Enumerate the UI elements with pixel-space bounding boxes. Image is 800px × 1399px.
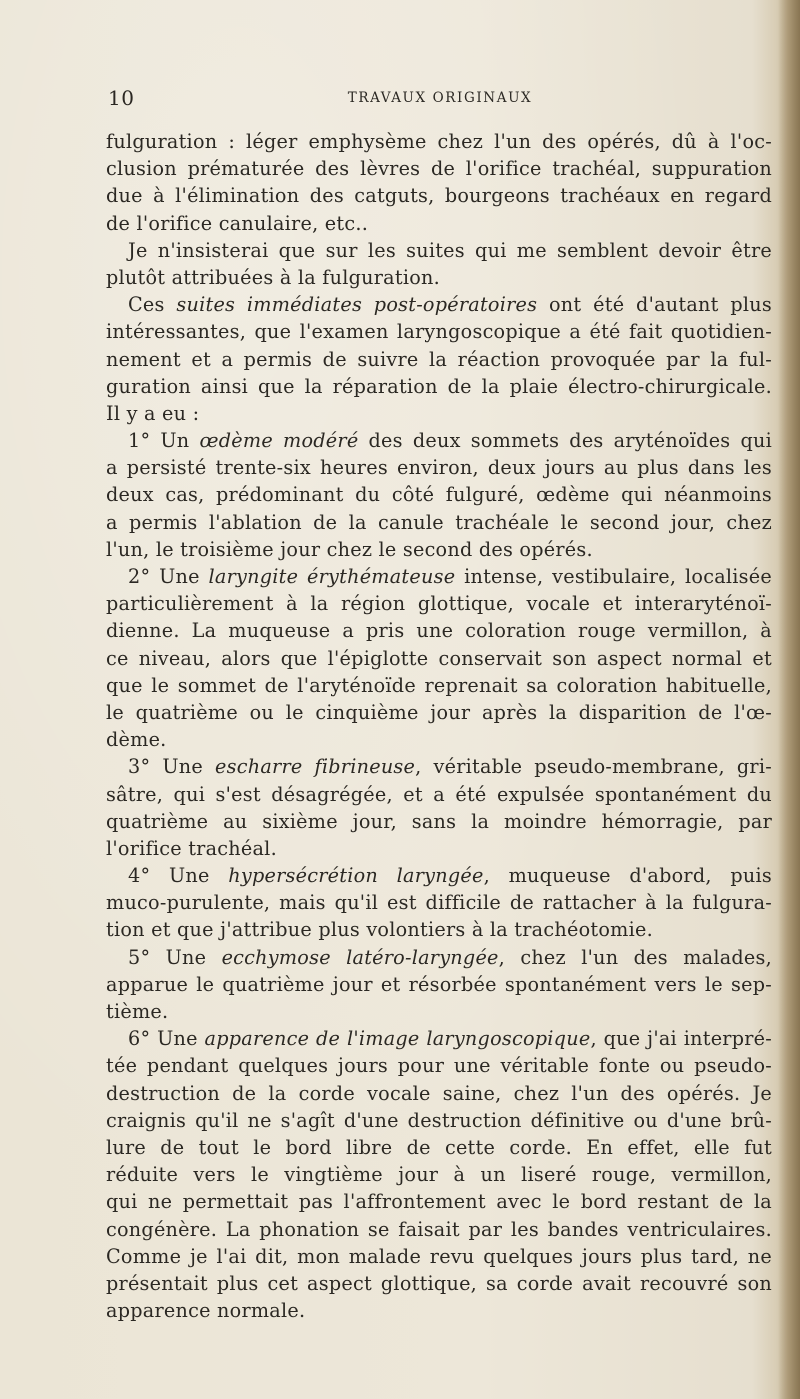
text-run: 2° Une — [128, 565, 209, 588]
text-line: apparue le quatrième jour et résorbée spontanément vers le sep- — [106, 972, 772, 996]
page-header — [108, 86, 772, 116]
text-line — [106, 291, 772, 318]
text-line: Comme je l'ai dit, mon malade revu quelques jours plus tard, ne — [106, 1244, 772, 1268]
text-line: apparence normale. — [106, 1299, 306, 1323]
text-line: ce niveau, alors que l'épiglotte conservait son aspect normal et — [106, 646, 772, 670]
text-run: 1° Un — [128, 429, 200, 453]
text-run: ont été d'autant plus — [537, 293, 772, 317]
text-line — [106, 1025, 772, 1052]
italic-term: laryngite érythémateuse — [208, 565, 456, 588]
text-line: fulguration : léger emphysème chez l'un des opérés, dû à l'oc- — [106, 130, 772, 153]
text-line: tième. — [106, 1000, 169, 1023]
text-line: tion et que j'attribue plus volontiers à la trachéotomie. — [106, 918, 653, 942]
text-line — [106, 944, 772, 971]
text-line: l'orifice trachéal. — [106, 836, 277, 860]
text-run: 4° Une — [128, 864, 229, 888]
text-line: due à l'élimination des catguts, bourgeons trachéaux en regard — [106, 184, 772, 208]
text-line: le quatrième ou le cinquième jour après la disparition de l'œ- — [106, 700, 772, 724]
italic-term: apparence de l'image laryngoscopique — [204, 1027, 591, 1051]
text-line: guration ainsi que la réparation de la plaie électro-chirurgicale. — [106, 374, 772, 398]
text-line: quatrième au sixième jour, sans la moindre hémorragie, par — [106, 809, 772, 833]
text-line: intéressantes, que l'examen laryngoscopique a été fait quotidien- — [106, 320, 772, 344]
text-line — [106, 563, 772, 590]
text-line — [106, 427, 772, 454]
text-line: destruction de la corde vocale saine, chez l'un des opérés. Je — [106, 1081, 772, 1105]
body-text — [106, 128, 772, 1324]
text-line: clusion prématurée des lèvres de l'orifice trachéal, suppuration — [106, 157, 772, 181]
text-line — [106, 753, 772, 780]
italic-term: ecchymose latéro-laryngée — [221, 945, 499, 969]
italic-term: escharre fibrineuse — [215, 755, 416, 779]
text-line: congénère. La phonation se faisait par les bandes ventriculaires. — [106, 1217, 772, 1241]
text-run: , chez l'un des malades, — [498, 945, 772, 969]
text-line: plutôt attribuées à la fulguration. — [106, 265, 440, 289]
text-line: l'un, le troisième jour chez le second des opérés. — [106, 537, 593, 561]
text-run: , que j'ai interpré- — [590, 1027, 773, 1051]
text-run: 6° Une — [128, 1027, 205, 1051]
text-line: nement et a permis de suivre la réaction provoquée par la ful- — [106, 347, 772, 371]
text-run: intense, vestibulaire, localisée — [455, 565, 772, 588]
text-line: qui ne permettait pas l'affrontement avec le bord restant de la — [106, 1190, 772, 1214]
text-line: muco-purulente, mais qu'il est difficile de rattacher à la fulgura- — [106, 891, 772, 915]
text-line: dienne. La muqueuse a pris une coloration rouge vermillon, à — [106, 619, 772, 643]
text-line: particulièrement à la région glottique, vocale et interaryténoï- — [106, 592, 772, 616]
text-line: dème. — [106, 728, 167, 752]
text-line: a permis l'ablation de la canule trachéale le second jour, chez — [106, 510, 772, 534]
text-line: a persisté trente-six heures environ, deux jours au plus dans les — [106, 456, 772, 480]
text-line: craignis qu'il ne s'agît d'une destruction définitive ou d'une brû- — [106, 1108, 772, 1132]
text-line: Il y a eu : — [106, 401, 200, 425]
text-line: deux cas, prédominant du côté fulguré, œdème qui néanmoins — [106, 483, 772, 507]
text-line: tée pendant quelques jours pour une véritable fonte ou pseudo- — [106, 1054, 772, 1078]
text-line: Je n'insisterai que sur les suites qui me semblent devoir être — [128, 238, 772, 262]
text-line: réduite vers le vingtième jour à un liseré rouge, vermillon, — [106, 1163, 772, 1187]
text-line: présentait plus cet aspect glottique, sa corde avait recouvré son — [106, 1271, 772, 1295]
text-line: sâtre, qui s'est désagrégée, et a été expulsée spontanément du — [106, 782, 772, 806]
text-run: des deux sommets des aryténoïdes qui — [358, 429, 773, 453]
text-line: de l'orifice canulaire, etc.. — [106, 211, 369, 235]
text-run: , muqueuse d'abord, puis — [483, 864, 773, 888]
text-run: , véritable pseudo-membrane, gri- — [415, 755, 772, 779]
text-run: Ces — [128, 293, 177, 317]
page-spine-shadow — [778, 0, 800, 1399]
text-run: 5° Une — [128, 945, 222, 969]
italic-term: œdème modéré — [199, 429, 359, 453]
italic-term: suites immédiates post-opératoires — [176, 293, 538, 317]
text-line: lure de tout le bord libre de cette corde. En effet, elle fut — [106, 1135, 772, 1159]
page-number: 10 — [108, 86, 135, 110]
text-line: que le sommet de l'aryténoïde reprenait sa coloration habituelle, — [106, 673, 772, 697]
text-line — [106, 862, 772, 889]
running-head: TRAVAUX ORIGINAUX — [347, 90, 533, 106]
text-run: 3° Une — [128, 755, 216, 779]
italic-term: hypersécrétion laryngée — [228, 864, 484, 888]
